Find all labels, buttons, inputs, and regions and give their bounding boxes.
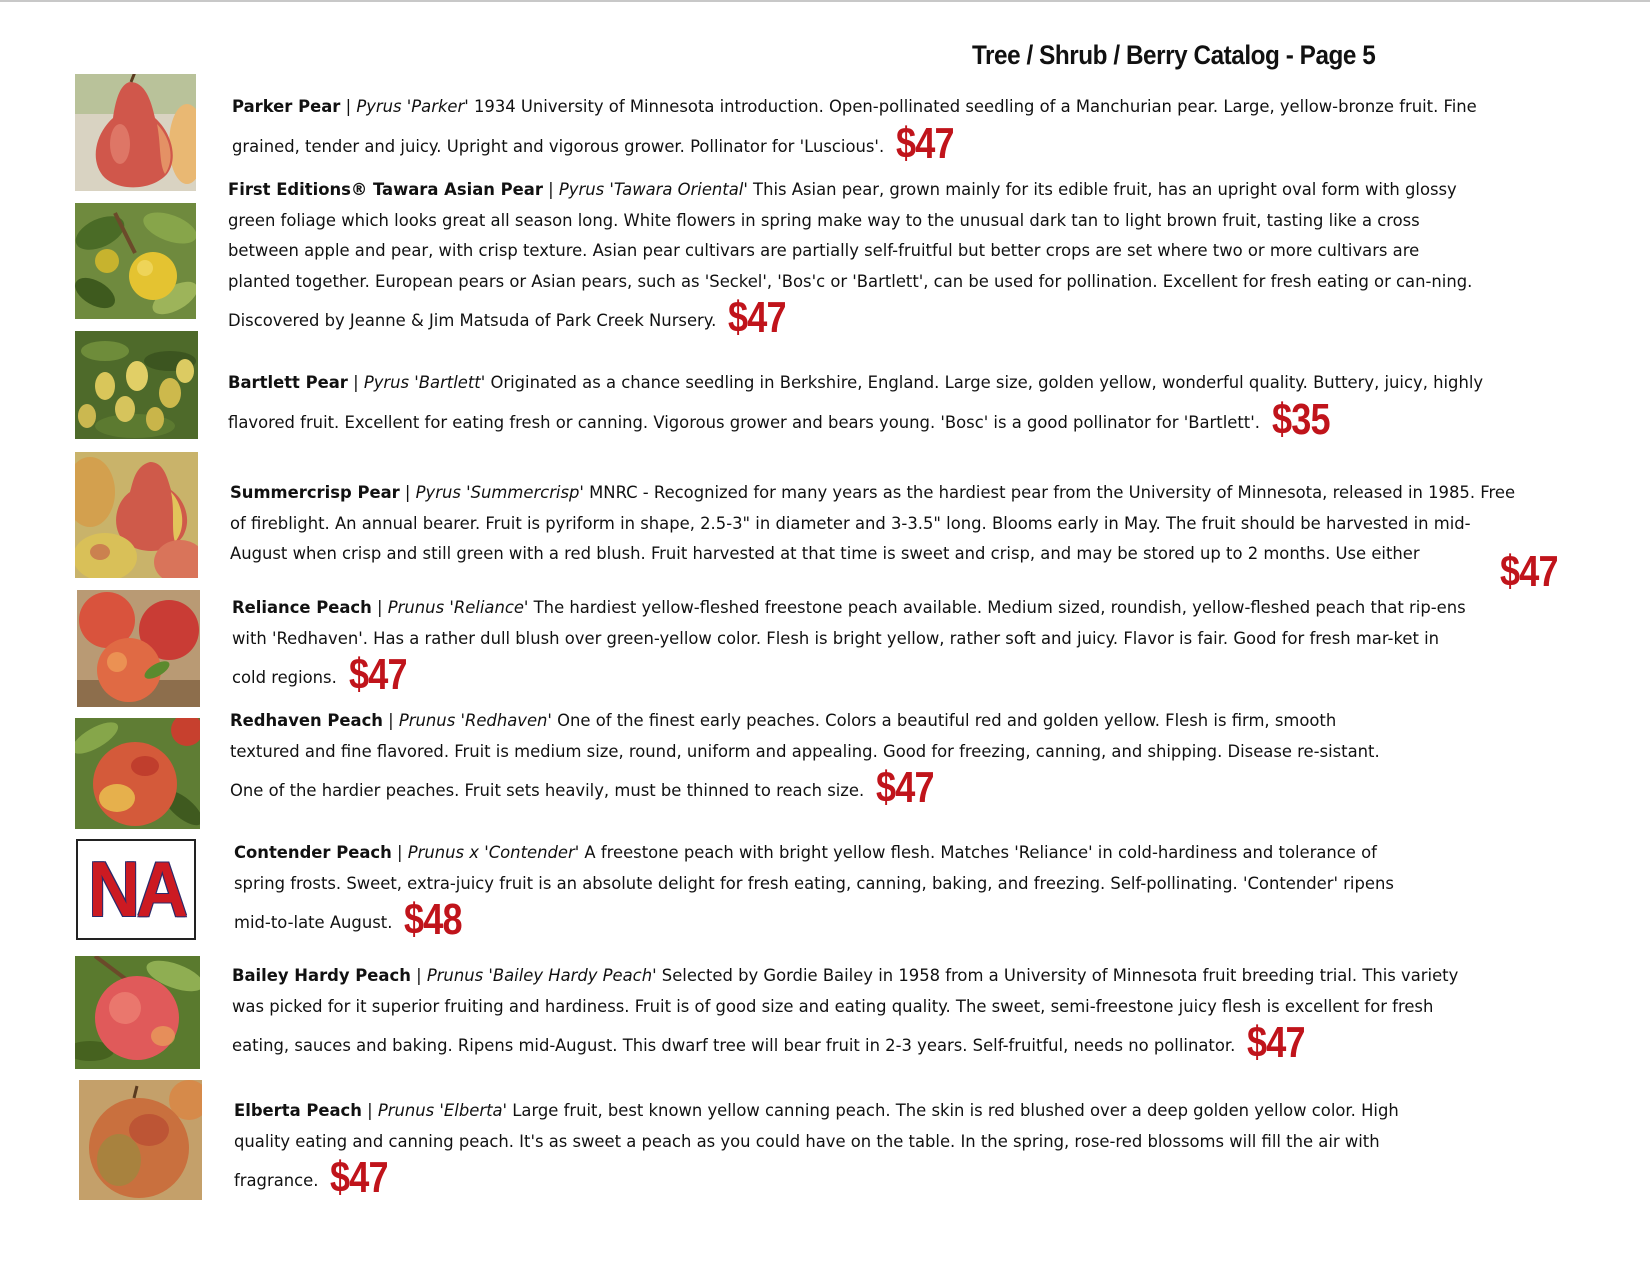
botanical-name: Prunus 'Redhaven' xyxy=(398,711,552,730)
elberta-peach-photo-icon xyxy=(79,1080,202,1200)
botanical-name: Pyrus 'Parker' xyxy=(356,97,469,116)
summercrisp-pear-photo-icon xyxy=(75,452,198,578)
reliance-peach-photo-icon xyxy=(77,590,200,707)
description: Large fruit, best known yellow canning peach. The skin is red blushed over a deep golden yellow color. High quality eating and canning peach. It's as sweet a peach as you could have on the table. In the spring, rose-red blossoms will fill the air with fragrance. xyxy=(234,1101,1399,1190)
redhaven-peach-photo-icon xyxy=(75,718,200,829)
description: Selected by Gordie Bailey in 1958 from a University of Minnesota fruit breeding trial. This variety was picked for it superior fruiting and hardiness. Fruit is of good size and eating quality. The sweet, semi-freestone juicy flesh is excellent for fresh eating, sauces and baking. Ripens mid-August. This dwarf tree will bear fruit in 2-3 years. Self-fruitful, needs no pollinator. xyxy=(232,966,1459,1055)
price: $35 xyxy=(1271,394,1330,444)
pear-photo-icon xyxy=(75,74,196,191)
plant-name: Elberta Peach xyxy=(234,1101,362,1120)
price: $47 xyxy=(876,763,934,812)
description: One of the finest early peaches. Colors a beautiful red and golden yellow. Flesh is firm, smooth textured and fine flavored. Fruit is medium size, round, uniform and appealing. Good for freezing, canning, and shipping. Disease re-sistant. One of the hardier peaches. Fruit sets heavily, must be thinned to reach size. xyxy=(230,711,1380,800)
description: 1934 University of Minnesota introduction. Open-pollinated seedling of a Manchurian pear. Large, yellow-bronze fruit. Fine grained, tender and juicy. Upright and vigorous grower. Pollinator for 'Luscious'. xyxy=(232,97,1477,156)
catalog-entry xyxy=(232,961,1487,1067)
asian-pear-photo-icon xyxy=(75,203,196,319)
price: $47 xyxy=(330,1153,389,1202)
botanical-name: Pyrus 'Tawara Oriental' xyxy=(558,180,748,199)
plant-name: Parker Pear xyxy=(232,97,341,116)
top-rule xyxy=(0,0,1650,2)
separator: | xyxy=(542,180,559,199)
catalog-entry xyxy=(230,706,1382,812)
separator: | xyxy=(361,1101,378,1120)
na-label: NA xyxy=(87,845,185,933)
plant-name: First Editions® Tawara Asian Pear xyxy=(228,180,543,199)
bartlett-pear-photo-icon xyxy=(75,331,198,439)
separator: | xyxy=(347,373,364,392)
separator: | xyxy=(399,483,416,502)
separator: | xyxy=(410,966,427,985)
separator: | xyxy=(382,711,399,730)
plant-name: Bartlett Pear xyxy=(228,373,348,392)
price: $48 xyxy=(404,895,463,944)
bailey-peach-photo-icon xyxy=(75,956,200,1069)
catalog-entry xyxy=(228,368,1520,444)
description: The hardiest yellow-fleshed freestone peach available. Medium sized, roundish, yellow-fleshed peach that rip-ens with 'Redhaven'. Has a rather dull blush over green-yellow color. Flesh is bright yellow, rather soft and juicy. Flavor is fair. Good for fresh mar-ket in cold regions. xyxy=(232,598,1466,687)
price: $47 xyxy=(1500,547,1558,596)
botanical-name: Prunus 'Reliance' xyxy=(387,598,529,617)
botanical-name: Pyrus 'Bartlett' xyxy=(363,373,486,392)
description: A freestone peach with bright yellow flesh. Matches 'Reliance' in cold-hardiness and tolerance of spring frosts. Sweet, extra-juicy fruit is an absolute delight for fresh eating, canning, baking, and freezing. Self-pollinating. 'Contender' ripens mid-to-late August. xyxy=(234,843,1394,932)
description: Originated as a chance seedling in Berkshire, England. Large size, golden yellow, wonderful quality. Buttery, juicy, highly flavored fruit. Excellent for eating fresh or canning. Vigorous grower and bears young. 'Bosc' is a good pollinator for 'Bartlett'. xyxy=(228,373,1484,432)
catalog-entry xyxy=(228,175,1480,342)
botanical-name: Prunus x 'Contender' xyxy=(407,843,580,862)
price: $47 xyxy=(348,650,407,699)
page-title: Tree / Shrub / Berry Catalog - Page 5 xyxy=(972,40,1376,70)
plant-name: Reliance Peach xyxy=(232,598,372,617)
catalog-entry xyxy=(232,593,1472,699)
separator: | xyxy=(391,843,408,862)
plant-name: Bailey Hardy Peach xyxy=(232,966,411,985)
price: $47 xyxy=(896,118,954,168)
botanical-name: Prunus 'Bailey Hardy Peach' xyxy=(426,966,657,985)
separator: | xyxy=(371,598,388,617)
price: $47 xyxy=(728,293,787,342)
description: MNRC - Recognized for many years as the hardiest pear from the University of Minnesota, released in 1985. Free of fireblight. An annual bearer. Fruit is pyriform in shape, 2.5-3" in diameter and 3-3.5" long. Blooms early in May. The fruit should be harvested in mid-August when crisp and still green with a red blush. Fruit harvested at that time is sweet and crisp, and may be stored up to 2 months. Use either xyxy=(230,483,1516,563)
plant-name: Redhaven Peach xyxy=(230,711,383,730)
separator: | xyxy=(340,97,357,116)
catalog-entry xyxy=(234,838,1424,944)
description: This Asian pear, grown mainly for its edible fruit, has an upright oval form with glossy green foliage which looks great all season long. White flowers in spring make way to the unusual dark tan to light brown fruit, tasting like a cross between apple and pear, with crisp texture. Asian pear cultivars are partially self-fruitful but better crops are set where two or more cultivars are planted together. European pears or Asian pears, such as 'Seckel', 'Bos'c or 'Bartlett', can be used for pollination. Excellent for fresh eating or can-ning. Discovered by Jeanne & Jim Matsuda of Park Creek Nursery. xyxy=(228,180,1473,330)
catalog-entry xyxy=(230,478,1520,570)
plant-name: Contender Peach xyxy=(234,843,392,862)
catalog-entry xyxy=(232,92,1482,168)
botanical-name: Pyrus 'Summercrisp' xyxy=(415,483,584,502)
botanical-name: Prunus 'Elberta' xyxy=(377,1101,508,1120)
plant-name: Summercrisp Pear xyxy=(230,483,400,502)
image-unavailable-badge xyxy=(76,839,196,940)
catalog-entry xyxy=(234,1096,1404,1202)
price: $47 xyxy=(1247,1018,1306,1067)
